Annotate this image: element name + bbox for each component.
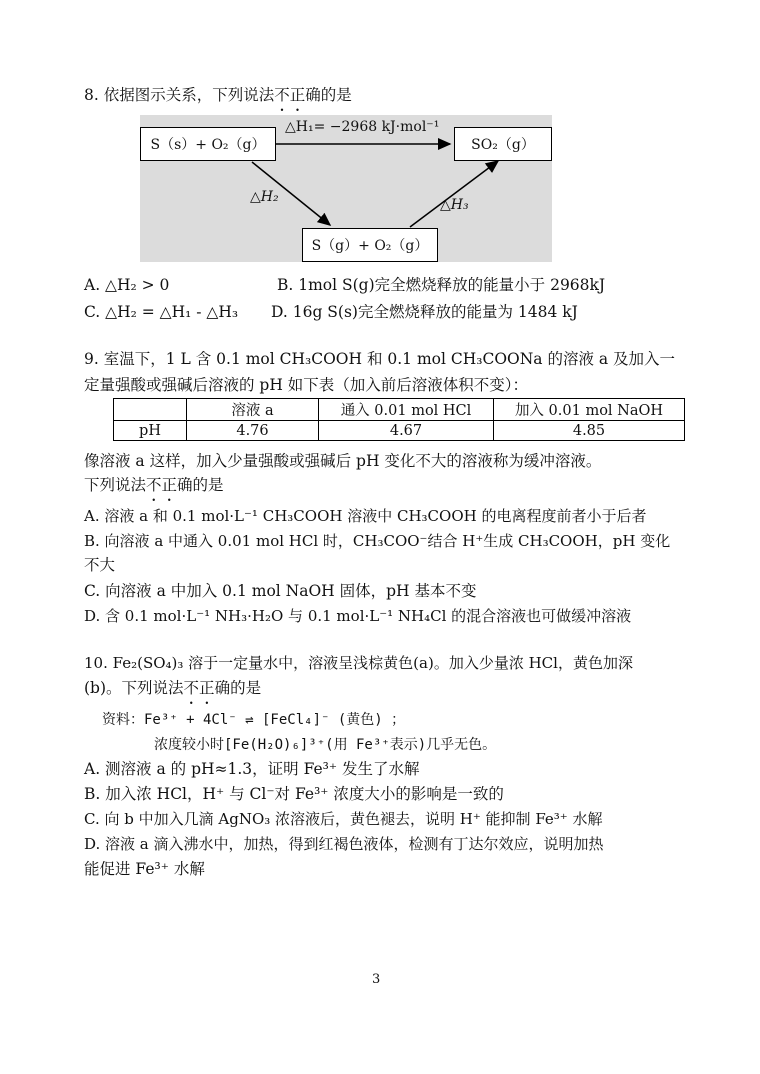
q9-ask-b: 确的是 (177, 476, 224, 494)
q9-line1: 9. 室温下，1 L 含 0.1 mol CH₃COOH 和 0.1 mol CH₃COONa 的溶液 a 及加入一 (84, 350, 676, 368)
ph-table (113, 398, 685, 441)
q9-option-c: C. 向溶液 a 中加入 0.1 mol NaOH 固体，pH 基本不变 (84, 582, 477, 600)
dh1-label: △H₁= −2968 kJ·mol⁻¹ (285, 119, 440, 135)
dh2-label: △H₂ (250, 189, 279, 205)
q9-option-b-cont: 不大 (84, 556, 116, 574)
page-number: 3 (372, 972, 381, 987)
q9-option-b: B. 向溶液 a 中通入 0.01 mol HCl 时，CH₃COO⁻结合 H⁺生成 CH₃COOH，pH 变化 (84, 532, 671, 550)
table-cell: 4.76 (187, 421, 319, 441)
table-cell: 4.67 (319, 421, 494, 441)
emphasis-char: 不 (146, 476, 162, 494)
q8-option-b: B. 1mol S(g)完全燃烧释放的能量小于 2968kJ (277, 276, 606, 294)
enthalpy-diagram (140, 115, 552, 262)
emphasis-char: 不 (183, 679, 200, 697)
emphasis-char: 正 (161, 476, 178, 494)
q8-option-d: D. 16g S(s)完全燃烧释放的能量为 1484 kJ (271, 303, 578, 321)
q10-line2-a: (b)。下列说法 (84, 679, 184, 697)
emphasis-char: 正 (199, 679, 215, 697)
table-cell: 通入 0.01 mol HCl (319, 399, 494, 421)
table-header-row (114, 399, 685, 421)
q8-stem-a: 8. 依据图示关系，下列说法 (84, 86, 275, 104)
q10-reference-2: 浓度较小时[Fe(H₂O)₆]³⁺(用 Fe³⁺表示)几乎无色。 (154, 737, 497, 753)
box-s-gas-o2: S（g）+ O₂（g） (302, 228, 438, 262)
q10-option-c: C. 向 b 中加入几滴 AgNO₃ 浓溶液后，黄色褪去，说明 H⁺ 能抑制 Fe³⁺ 水解 (84, 810, 603, 828)
q8-option-a: A. △H₂ > 0 (84, 276, 170, 294)
table-cell: 溶液 a (187, 399, 319, 421)
table-cell: pH (114, 421, 187, 441)
dh3-label: △H₃ (440, 197, 469, 213)
table-cell: 加入 0.01 mol NaOH (494, 399, 685, 421)
q9-ask-a: 下列说法 (84, 476, 147, 494)
q10-option-d: D. 溶液 a 滴入沸水中，加热，得到红褐色液体，检测有丁达尔效应，说明加热 (84, 835, 604, 853)
q10-option-a: A. 测溶液 a 的 pH≈1.3，证明 Fe³⁺ 发生了水解 (84, 760, 420, 778)
emphasis-char: 正 (289, 86, 306, 104)
q9-ask (84, 474, 224, 496)
q10-option-d-cont: 能促进 Fe³⁺ 水解 (84, 860, 205, 878)
q10-line1: 10. Fe₂(SO₄)₃ 溶于一定量水中，溶液呈浅棕黄色(a)。加入少量浓 HCl，黄色加深 (84, 654, 633, 672)
q10-reference-1: 资料：Fe³⁺ + 4Cl⁻ ⇌ [FeCl₄]⁻ (黄色) ； (102, 712, 406, 728)
emphasis-char: 不 (274, 86, 290, 104)
q10-line2 (84, 677, 261, 699)
dh3-arrow (410, 161, 498, 227)
q10-line2-b: 确的是 (214, 679, 262, 697)
q9-definition: 像溶液 a 这样，加入少量强酸或强碱后 pH 变化不大的溶液称为缓冲溶液。 (84, 452, 602, 470)
q8-stem-b: 确的是 (305, 86, 352, 104)
q8-stem (84, 84, 352, 106)
q8-option-c: C. △H₂ = △H₁ - △H₃ (84, 303, 239, 321)
table-row (114, 421, 685, 441)
box-so2: SO₂（g） (454, 127, 552, 161)
q10-option-b: B. 加入浓 HCl，H⁺ 与 Cl⁻对 Fe³⁺ 浓度大小的影响是一致的 (84, 785, 504, 803)
table-cell (114, 399, 187, 421)
table-cell: 4.85 (494, 421, 685, 441)
q9-line2: 定量强酸或强碱后溶液的 pH 如下表（加入前后溶液体积不变）： (84, 376, 529, 394)
q9-option-d: D. 含 0.1 mol·L⁻¹ NH₃·H₂O 与 0.1 mol·L⁻¹ NH₄Cl 的混合溶液也可做缓冲溶液 (84, 607, 632, 625)
q9-option-a: A. 溶液 a 和 0.1 mol·L⁻¹ CH₃COOH 溶液中 CH₃COOH 的电离程度前者小于后者 (84, 507, 647, 525)
box-s-solid-o2: S（s）+ O₂（g） (140, 127, 276, 161)
